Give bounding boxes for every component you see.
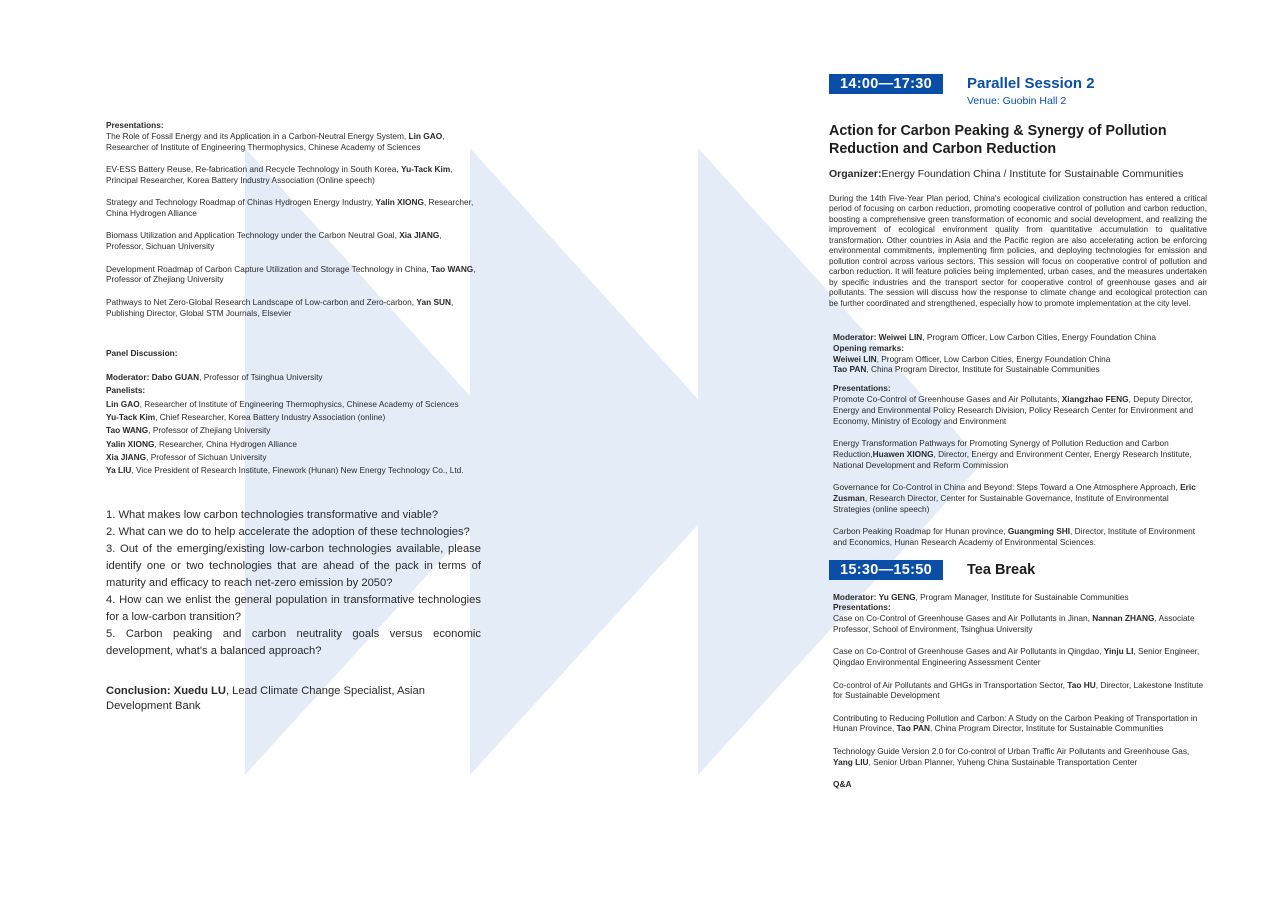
speaker-name: Tao HU <box>1067 679 1096 690</box>
speaker-name: Yalin XIONG <box>375 197 424 208</box>
opening-remarks-heading: Opening remarks: <box>833 342 905 353</box>
presentation-entry: The Role of Fossil Energy and its Application in a Carbon-Neutral Energy System, Lin GAO, Researcher of Institute of Engineering Thermophysics, Chinese Academy of Sciences <box>106 130 445 152</box>
second-presentations <box>833 613 1207 767</box>
speaker-name: Yang LIU <box>833 756 869 767</box>
session-description: During the 14th Five-Year Plan period, China's ecological civilization construction has entered a critical period of focusing on carbon reduction, promoting cooperative control of pollution and carbon reduction, boosting a comprehensive green transformation of economic and social development, and realizing the improvement of ecological environment quality from quantitative accumulation to qualitative transformation. Other countries in Asia and the Pacific region are also accelerating action be enforcing environmental commitments, implementing firm policies, and deploying technologies for emission and pollution control across various sectors. This session will focus on cooperative control of pollution and carbon reduction. It will feature policies being implemented, urban cases, and the measures undertaken by specific industries and the transport sector for cooperative control of greenhouse gases and air pollutants. The session will discuss how the response to climate change and ecological protection can be further coordinated and strengthened, especially how to promote implementation at the city level. <box>829 193 1207 308</box>
panelists-heading: Panelists: <box>106 385 146 396</box>
speaker-name: Huawen XIONG <box>872 448 934 459</box>
speaker-name: Eric Zusman <box>833 481 1196 503</box>
speaker-name: Yu-Tack Kim <box>401 163 451 174</box>
opening-speaker: Tao PAN, China Program Director, Institute for Sustainable Communities <box>833 364 1100 375</box>
speaker-name: Tao WANG <box>431 263 474 274</box>
right-column <box>829 74 1207 790</box>
panel-moderator: Moderator: Dabo GUAN, Professor of Tsinghua University <box>106 372 323 383</box>
presentation-entry: Promote Co-Control of Greenhouse Gases and Air Pollutants, Xiangzhao FENG, Deputy Director, Energy and Environmental Policy Research Division, Policy Research Center for Environment and Economy, Ministry of Ecology and Environment <box>833 393 1194 426</box>
presentation-entry: Contributing to Reducing Pollution and Carbon: A Study on the Carbon Peaking of Transportation in Hunan Province, Tao PAN, China Program Director, Institute for Sustainable Communities <box>833 712 1198 734</box>
panelist-entry: Tao WANG, Professor of Zhejiang University <box>106 425 271 436</box>
opening-speaker: Weiwei LIN, Program Officer, Low Carbon Cities, Energy Foundation China <box>833 353 1111 364</box>
speaker-name: Xiangzhao FENG <box>1061 393 1129 404</box>
presentation-entry: Case on Co-Control of Greenhouse Gases and Air Pollutants in Qingdao, Yinju LI, Senior Engineer, Qingdao Environmental Engineering Assessment Center <box>833 646 1200 668</box>
second-moderation <box>833 592 1207 614</box>
presentation-entry: EV-ESS Battery Reuse, Re-fabrication and Recycle Technology in South Korea, Yu-Tack Kim, Principal Researcher, Korea Battery Industry Association (Online speech) <box>106 163 453 185</box>
presentation-entry: Development Roadmap of Carbon Capture Utilization and Storage Technology in China, Tao WANG, Professor of Zhejiang University <box>106 263 476 285</box>
question-item: 2. What can we do to help accelerate the adoption of these technologies? <box>106 525 470 538</box>
speaker-name: Nannan ZHANG <box>1092 613 1155 624</box>
session-title: Parallel Session 2 <box>967 75 1095 92</box>
tea-time-badge: 15:30—15:50 <box>829 560 943 580</box>
session-main-title: Action for Carbon Peaking & Synergy of Pollution Reduction and Carbon Reduction <box>829 123 1167 157</box>
question-item: 1. What makes low carbon technologies transformative and viable? <box>106 508 439 521</box>
session-presentations <box>833 383 1207 547</box>
presentation-entry: Case on Co-Control of Greenhouse Gases and Air Pollutants in Jinan, Nannan ZHANG, Associate Professor, School of Environment, Tsinghua University <box>833 613 1195 634</box>
speaker-name: Yinju LI <box>1103 646 1134 657</box>
presentation-entry: Biomass Utilization and Application Technology under the Carbon Neutral Goal, Xia JIANG, Professor, Sichuan University <box>106 230 442 252</box>
presentation-entry: Carbon Peaking Roadmap for Hunan province, Guangming SHI, Director, Institute of Environment and Economics, Hunan Research Academy of Environmental Sciences. <box>833 525 1196 547</box>
presentations-heading: Presentations: <box>106 120 164 130</box>
moderator-line: Moderator: Weiwei LIN, Program Officer, Low Carbon Cities, Energy Foundation China <box>833 332 1156 342</box>
question-item: 5. Carbon peaking and carbon neutrality goals versus economic development, what's a balanced approach? <box>106 627 481 657</box>
panelist-entry: Yalin XIONG, Researcher, China Hydrogen Alliance <box>106 438 297 449</box>
session-header <box>829 74 1207 108</box>
session-time-badge: 14:00—17:30 <box>829 74 943 94</box>
panelist-entry: Ya LIU, Vice President of Research Institute, Finework (Hunan) New Energy Technology Co., Ltd. <box>106 465 464 476</box>
tea-break-title: Tea Break <box>967 561 1036 578</box>
question-item: 4. How can we enlist the general population in transformative technologies for a low-carbon transition? <box>106 593 481 623</box>
conclusion: Conclusion: Xuedu LU, Lead Climate Change Specialist, Asian Development Bank <box>106 684 425 712</box>
session-venue: Venue: Guobin Hall 2 <box>967 95 1067 107</box>
presentation-entry: Technology Guide Version 2.0 for Co-control of Urban Traffic Air Pollutants and Greenhouse Gas, Yang LIU, Senior Urban Planner, Yuheng China Sustainable Transportation Center <box>833 745 1190 767</box>
presentations-heading: Presentations: <box>833 602 891 613</box>
left-column <box>106 120 481 725</box>
presentation-entry: Pathways to Net Zero-Global Research Landscape of Low-carbon and Zero-carbon, Yan SUN, Publishing Director, Global STM Journals, Elsevier <box>106 296 454 318</box>
presentation-entry: Co-control of Air Pollutants and GHGs in Transportation Sector, Tao HU, Director, Lakestone Institute for Sustainable Development <box>833 679 1204 701</box>
speaker-name: Guangming SHI <box>1007 525 1071 536</box>
speaker-name: Xia JIANG <box>399 230 440 241</box>
session-head <box>967 74 1095 108</box>
presentations-heading: Presentations: <box>833 383 891 394</box>
moderator-line: Moderator: Yu GENG, Program Manager, Institute for Sustainable Communities <box>833 591 1129 602</box>
panelist-entry: Yu-Tack Kim, Chief Researcher, Korea Battery Industry Association (online) <box>106 412 386 423</box>
speaker-name: Yan SUN <box>416 296 451 307</box>
organizer: Organizer:Energy Foundation China / Institute for Sustainable Communities <box>829 168 1184 180</box>
discussion-questions <box>106 507 481 660</box>
panel-discussion-heading: Panel Discussion: <box>106 348 178 359</box>
speaker-name: Lin GAO <box>408 130 443 141</box>
presentations-list <box>106 131 481 319</box>
speaker-name: Tao PAN <box>896 723 930 734</box>
session-moderation <box>833 332 1207 375</box>
panelist-entry: Xia JIANG, Professor of Sichuan University <box>106 451 267 462</box>
presentation-entry: Strategy and Technology Roadmap of Chinas Hydrogen Energy Industry, Yalin XIONG, Researcher, China Hydrogen Alliance <box>106 197 474 218</box>
presentation-entry: Governance for Co-Control in China and Beyond: Steps Toward a One Atmosphere Approach, Eric Zusman, Research Director, Center for Sustainable Governance, Institute of Environmental Strategies (online speech) <box>833 481 1196 514</box>
panelist-entry: Lin GAO, Researcher of Institute of Engineering Thermophysics, Chinese Academy of Sciences <box>106 398 459 409</box>
question-item: 3. Out of the emerging/existing low-carbon technologies available, please identify one or two technologies that are ahead of the pack in terms of maturity and efficacy to reach net-zero emission by 2050? <box>106 542 481 589</box>
qa-label: Q&A <box>833 779 852 790</box>
tea-break-header <box>829 560 1207 580</box>
presentation-entry: Energy Transformation Pathways for Promoting Synergy of Pollution Reduction and Carbon Reduction,Huawen XIONG, Director, Energy and Environment Center, Energy Research Institute, National Development and Reform Commission <box>833 437 1192 470</box>
panel-list <box>106 371 481 477</box>
